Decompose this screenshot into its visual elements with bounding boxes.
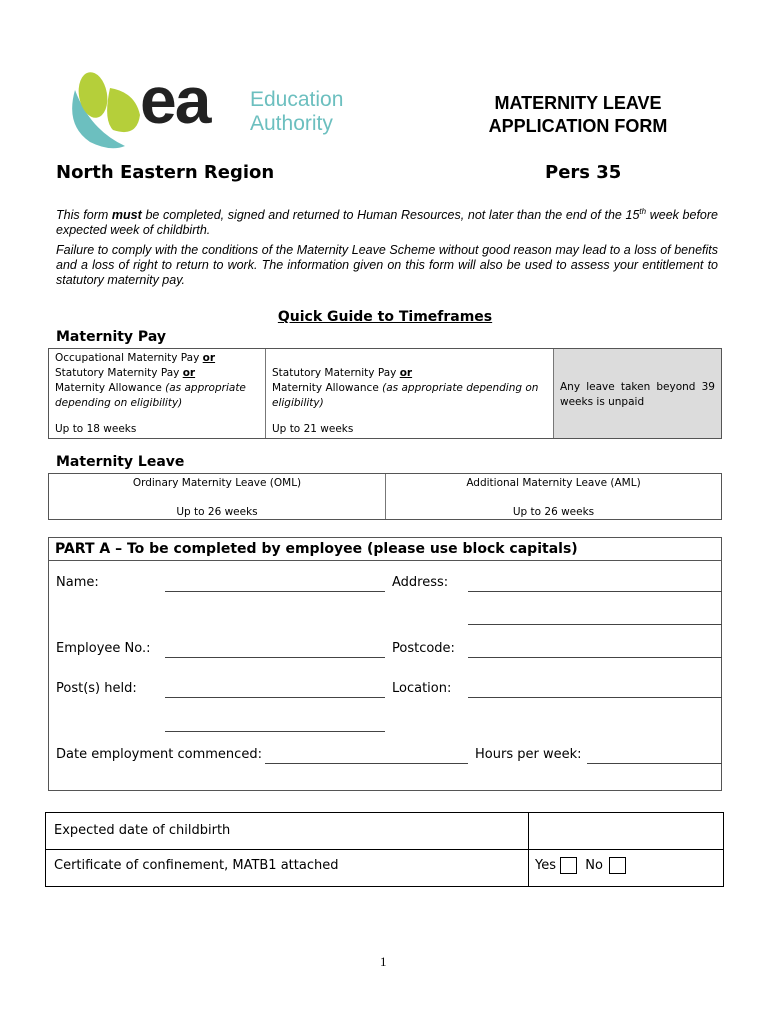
posts-held-field-2[interactable] bbox=[165, 731, 385, 732]
address-field-1[interactable] bbox=[468, 591, 722, 592]
logo-leaf-icon bbox=[65, 70, 145, 150]
address-field-2[interactable] bbox=[468, 624, 722, 625]
name-label: Name: bbox=[56, 575, 99, 590]
hours-label: Hours per week: bbox=[475, 747, 582, 762]
pay-col-1-duration: Up to 18 weeks bbox=[55, 423, 137, 435]
posts-held-label: Post(s) held: bbox=[56, 681, 137, 696]
logo-mark: ea bbox=[140, 63, 210, 137]
certificate-label: Certificate of confinement, MATB1 attached bbox=[54, 858, 339, 873]
location-label: Location: bbox=[392, 681, 452, 696]
date-commenced-label: Date employment commenced: bbox=[56, 747, 262, 762]
leave-col-2: Additional Maternity Leave (AML) Up to 26 weeks bbox=[466, 477, 641, 518]
form-title-line2: APPLICATION FORM bbox=[488, 116, 668, 136]
region: North Eastern Region bbox=[56, 162, 275, 183]
postcode-label: Postcode: bbox=[392, 641, 455, 656]
name-field[interactable] bbox=[165, 591, 385, 592]
logo-line1: Education bbox=[250, 88, 344, 111]
posts-held-field-1[interactable] bbox=[165, 697, 385, 698]
maternity-pay-heading: Maternity Pay bbox=[56, 329, 166, 345]
pay-col-1: Occupational Maternity Pay or Statutory Maternity Pay or Maternity Allowance (as appropriate depending on eligibility) Up to 18 weeks bbox=[49, 349, 266, 438]
yes-label: Yes bbox=[535, 858, 556, 873]
postcode-field[interactable] bbox=[468, 657, 722, 658]
no-label: No bbox=[585, 858, 603, 873]
employee-no-label: Employee No.: bbox=[56, 641, 151, 656]
maternity-pay-table bbox=[48, 348, 722, 439]
location-field[interactable] bbox=[468, 697, 722, 698]
date-commenced-field[interactable] bbox=[265, 763, 468, 764]
intro-paragraph-2: Failure to comply with the conditions of the Maternity Leave Scheme without good reason may lead to a loss of benefits and a loss of right to return to work. The information given on this form will also be used to assess your entitlement to statutory maternity pay. bbox=[56, 243, 718, 287]
childbirth-table bbox=[45, 812, 724, 887]
pay-col-2-duration: Up to 21 weeks bbox=[272, 423, 354, 435]
ea-logo bbox=[65, 63, 365, 150]
guide-heading: Quick Guide to Timeframes bbox=[277, 309, 493, 325]
pay-col-3: Any leave taken beyond 39 weeks is unpaid bbox=[554, 349, 721, 438]
maternity-leave-table bbox=[48, 473, 722, 520]
expected-date-field[interactable] bbox=[529, 813, 724, 849]
address-label: Address: bbox=[392, 575, 449, 590]
form-title-line1: MATERNITY LEAVE bbox=[494, 93, 662, 113]
logo-line2: Authority bbox=[250, 112, 333, 135]
yes-checkbox[interactable] bbox=[560, 857, 577, 874]
hours-field[interactable] bbox=[587, 763, 722, 764]
expected-date-label: Expected date of childbirth bbox=[54, 823, 231, 838]
page-number: 1 bbox=[380, 954, 387, 969]
certificate-options bbox=[535, 857, 626, 874]
intro-paragraph-1: This form must be completed, signed and returned to Human Resources, not later than the end of the 15th week before expected week of childbirth. bbox=[56, 207, 719, 238]
part-a-heading: PART A – To be completed by employee (please use block capitals) bbox=[55, 541, 578, 557]
employee-no-field[interactable] bbox=[165, 657, 385, 658]
leave-col-1: Ordinary Maternity Leave (OML) Up to 26 weeks bbox=[49, 474, 386, 519]
form-code: Pers 35 bbox=[545, 162, 622, 183]
pay-col-2: Statutory Maternity Pay or Maternity Allowance (as appropriate depending on eligibility) Up to 21 weeks bbox=[266, 349, 554, 438]
maternity-leave-heading: Maternity Leave bbox=[56, 454, 185, 470]
no-checkbox[interactable] bbox=[609, 857, 626, 874]
